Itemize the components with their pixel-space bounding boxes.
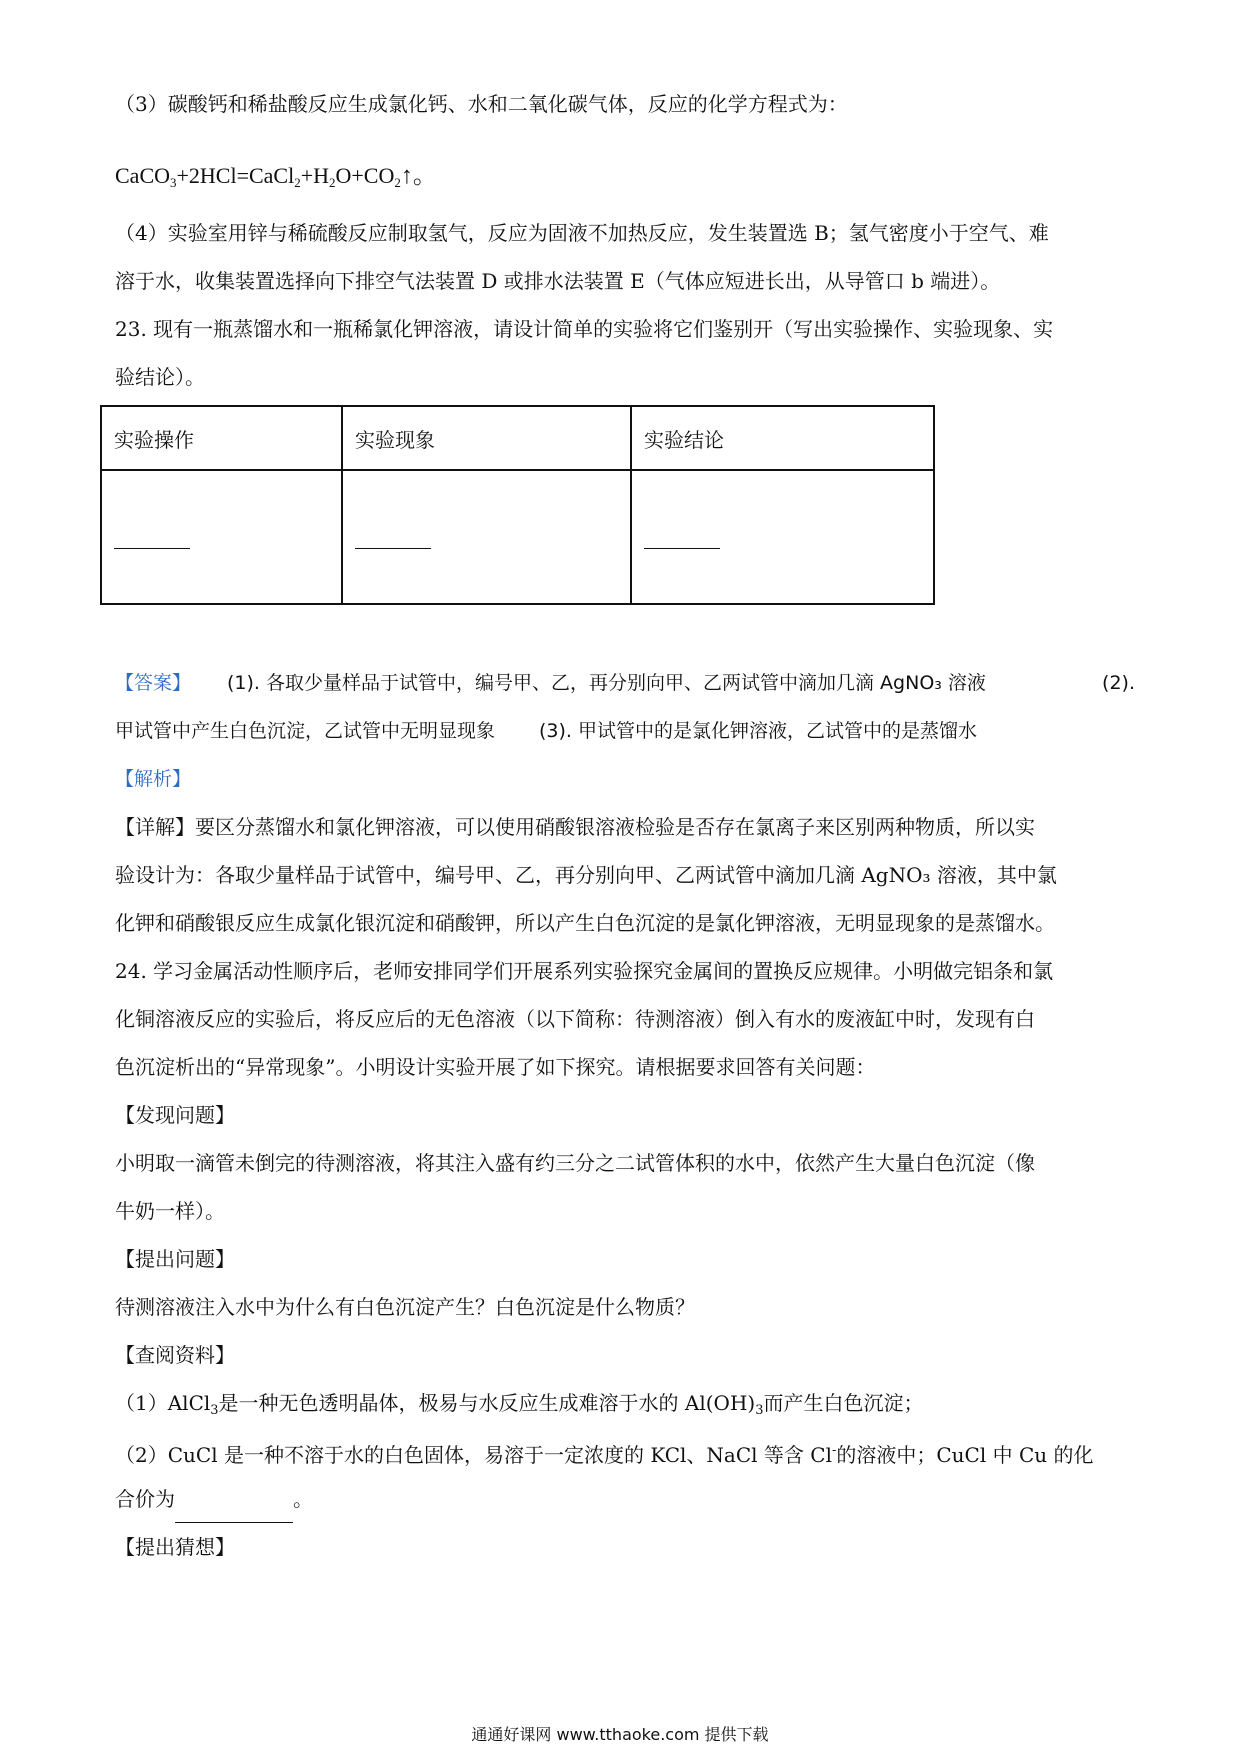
experiment-table [100,405,935,605]
q23-text-line1: 23. 现有一瓶蒸馏水和一瓶稀氯化钾溶液，请设计简单的实验将它们鉴别开（写出实验操作、实验现象、实 [115,317,1054,341]
fill-blank [355,528,431,549]
fill-blank [175,1500,293,1523]
table-header-row [101,406,934,470]
heading-reference: 【查阅资料】 [115,1343,235,1367]
header-phenomenon: 实验现象 [342,406,631,470]
detail-line1: 【详解】要区分蒸馏水和氯化钾溶液，可以使用硝酸银溶液检验是否存在氯离子来区别两种物质，所以实 [115,815,1035,839]
heading-ask-question: 【提出问题】 [115,1247,235,1271]
header-operation: 实验操作 [101,406,342,470]
answer-line2: 甲试管中产生白色沉淀，乙试管中无明显现象 (3). 甲试管中的是氯化钾溶液，乙试管中的是蒸馏水 [115,720,978,742]
fill-blank [114,528,190,549]
detail-line3: 化钾和硝酸银反应生成氯化银沉淀和硝酸钾，所以产生白色沉淀的是氯化钾溶液，无明显现象的是蒸馏水。 [115,911,1055,935]
table-answer-row [101,470,934,604]
q24-text-line1: 24. 学习金属活动性顺序后，老师安排同学们开展系列实验探究金属间的置换反应规律。小明做完铝条和氯 [115,959,1054,983]
answer-line1: 【答案】 (1). 各取少量样品于试管中，编号甲、乙，再分别向甲、乙两试管中滴加几滴 AgNO₃ 溶液 (2). [115,672,1135,694]
answer-blank-conclusion [631,470,934,604]
answer-tag: 【答案】 [115,672,192,694]
q23-text-line2: 验结论）。 [115,365,205,389]
q24-text-line2: 化铜溶液反应的实验后，将反应后的无色溶液（以下简称：待测溶液）倒入有水的废液缸中时，发现有白 [115,1007,1035,1031]
reference-line1: （1）AlCl$_3$是一种无色透明晶体，极易与水反应生成难溶于水的 $Al(OH)_3$而产生白色沉淀； [115,1391,924,1418]
heading-find-problem: 【发现问题】 [115,1103,235,1127]
q22-part3-text: （3）碳酸钙和稀盐酸反应生成氯化钙、水和二氧化碳气体，反应的化学方程式为： [115,92,848,116]
find-line1: 小明取一滴管未倒完的待测溶液，将其注入盛有约三分之二试管体积的水中，依然产生大量白色沉淀（像 [115,1151,1035,1175]
find-line2: 牛奶一样）。 [115,1199,225,1223]
detail-line2: 验设计为：各取少量样品于试管中，编号甲、乙，再分别向甲、乙两试管中滴加几滴 AgNO₃ 溶液，其中氯 [115,863,1057,887]
fill-blank [644,528,720,549]
chemical-equation: $CaCO_3+2HCl=CaCl_2+H_2O+CO_2↑$。 [115,163,437,190]
answer-blank-operation [101,470,342,604]
reference-line2: （2）CuCl 是一种不溶于水的白色固体，易溶于一定浓度的 KCl、NaCl 等含 Cl-的溶液中；CuCl 中 Cu 的化 [115,1443,1094,1467]
header-conclusion: 实验结论 [631,406,934,470]
q22-part4-line1: （4）实验室用锌与稀硫酸反应制取氢气，反应为固液不加热反应，发生装置选 B；氢气密度小于空气、难 [115,221,1049,245]
page-footer: 通通好课网 www.tthaoke.com 提供下载 [471,1725,769,1744]
q24-text-line3: 色沉淀析出的“异常现象”。小明设计实验开展了如下探究。请根据要求回答有关问题： [115,1055,876,1079]
heading-guess: 【提出猜想】 [115,1535,235,1559]
q22-part4-line2: 溶于水，收集装置选择向下排空气法装置 D 或排水法装置 E（气体应短进长出，从导管口 b 端进）。 [115,269,1001,293]
analysis-tag: 【解析】 [115,768,192,790]
ask-text: 待测溶液注入水中为什么有白色沉淀产生？白色沉淀是什么物质？ [115,1295,695,1319]
reference-line3: 合价为 。 [115,1475,1135,1523]
answer-blank-phenomenon [342,470,631,604]
